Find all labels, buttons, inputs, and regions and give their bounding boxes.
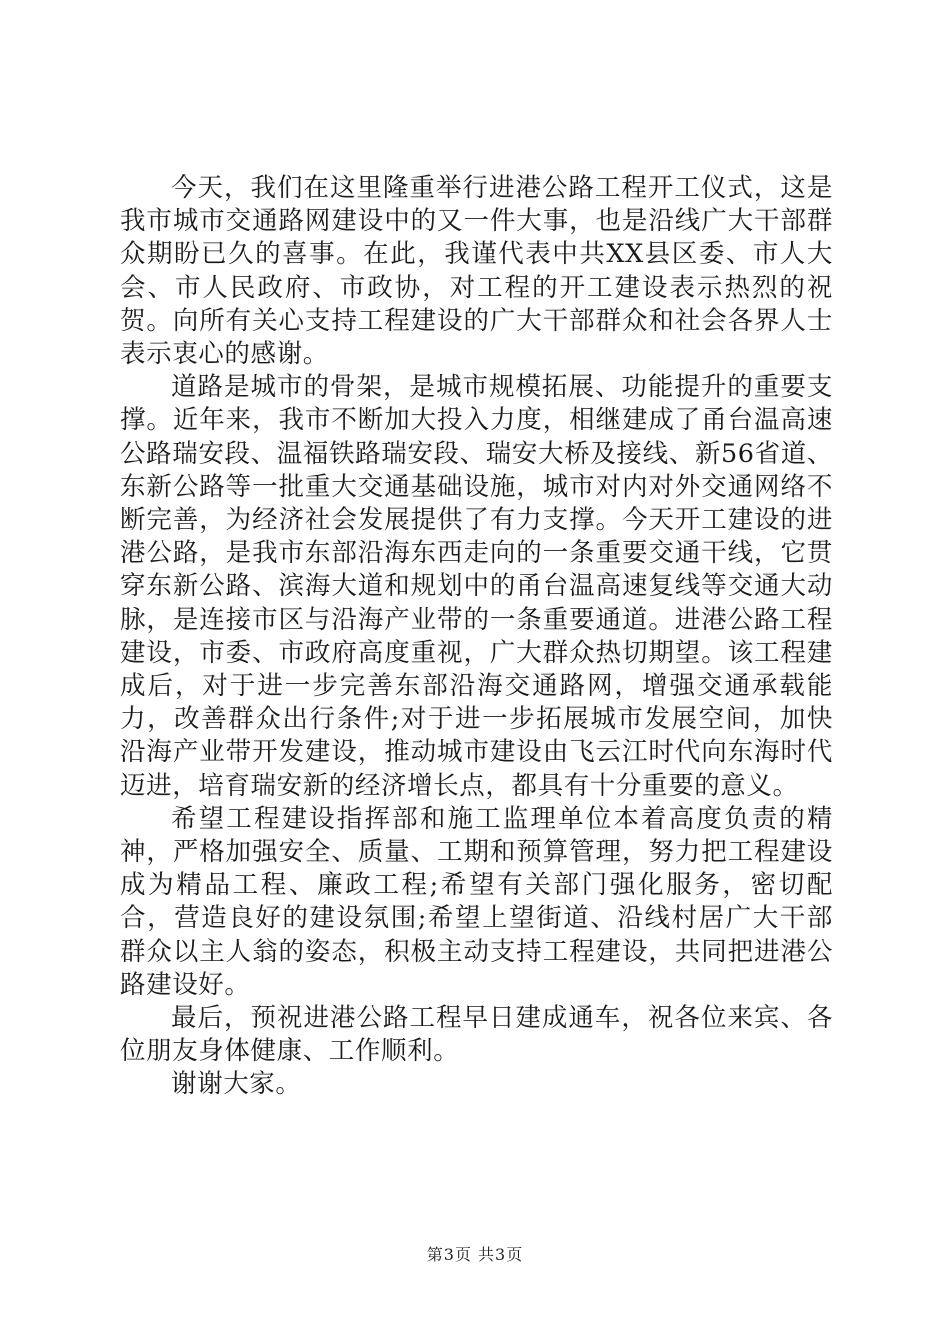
paragraph-hopes: 希望工程建设指挥部和施工监理单位本着高度负责的精神，严格加强安全、质量、工期和预算管理，努力把工程建设成为精品工程、廉政工程;希望有关部门强化服务，密切配合，营造良好的建设氛围;希望上望街道、沿线村居广大干部群众以主人翁的姿态，积极主动支持工程建设，共同把进港公路建设好。 bbox=[120, 803, 833, 1000]
paragraph-thanks: 谢谢大家。 bbox=[171, 1069, 302, 1100]
speech-body bbox=[120, 172, 833, 1102]
page-number-footer: 第3页 共3页 bbox=[426, 1245, 524, 1264]
paragraph-opening: 今天，我们在这里隆重举行进港公路工程开工仪式，这是我市城市交通路网建设中的又一件大事，也是沿线广大干部群众期盼已久的喜事。在此，我谨代表中共XX县区委、市人大会、市人民政府、市政协，对工程的开工建设表示热烈的祝贺。向所有关心支持工程建设的广大干部群众和社会各界人士表示衷心的感谢。 bbox=[120, 173, 833, 370]
paragraph-roads: 道路是城市的骨架，是城市规模拓展、功能提升的重要支撑。近年来，我市不断加大投入力度，相继建成了甬台温高速公路瑞安段、温福铁路瑞安段、瑞安大桥及接线、新56省道、东新公路等一批重大交通基础设施，城市对内对外交通网络不断完善，为经济社会发展提供了有力支撑。今天开工建设的进港公路，是我市东部沿海东西走向的一条重要交通干线，它贯穿东新公路、滨海大道和规划中的甬台温高速复线等交通大动脉，是连接市区与沿海产业带的一条重要通道。进港公路工程建设，市委、市政府高度重视，广大群众热切期望。该工程建成后，对于进一步完善东部沿海交通路网，增强交通承载能力，改善群众出行条件;对于进一步拓展城市发展空间，加快沿海产业带开发建设，推动城市建设由飞云江时代向东海时代迈进，培育瑞安新的经济增长点，都具有十分重要的意义。 bbox=[120, 372, 833, 801]
paragraph-wishes: 最后，预祝进港公路工程早日建成通车，祝各位来宾、各位朋友身体健康、工作顺利。 bbox=[120, 1003, 833, 1067]
